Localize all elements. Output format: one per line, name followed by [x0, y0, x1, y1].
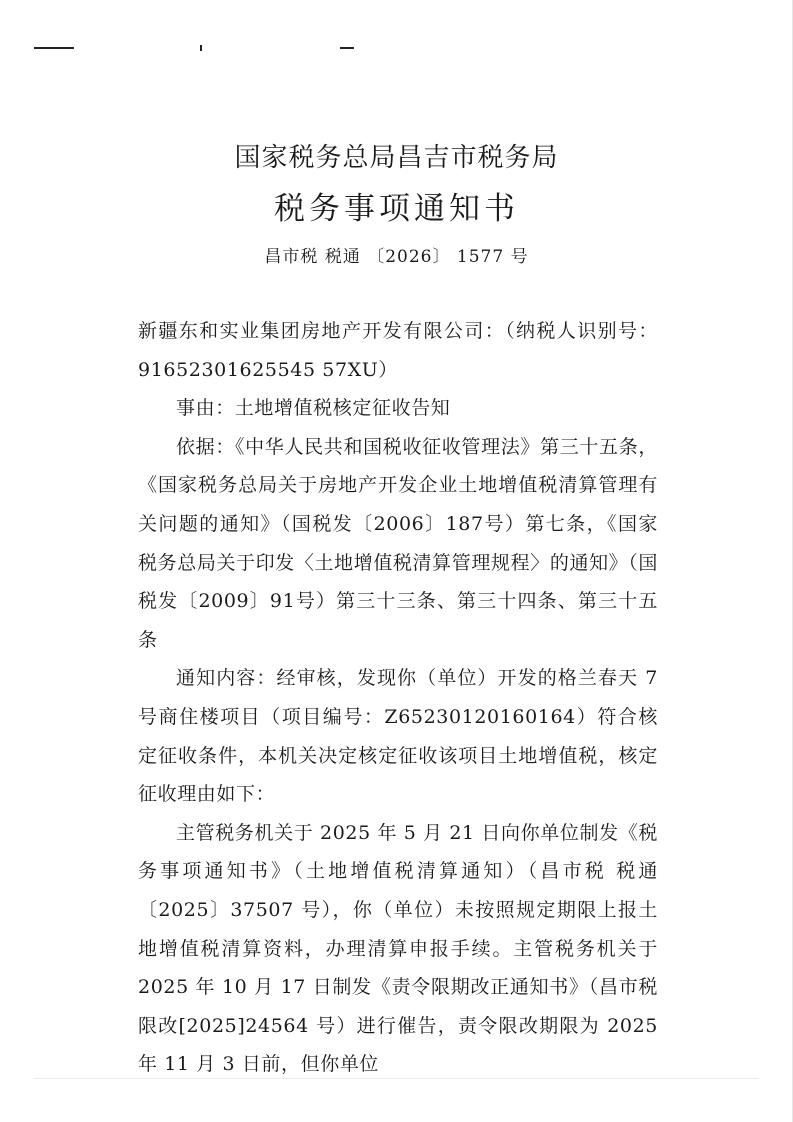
document-body — [138, 312, 658, 1084]
document-header — [0, 138, 793, 272]
document-title: 税务事项通知书 — [274, 191, 519, 227]
scan-artifact — [340, 47, 354, 49]
document-number: 昌市税 税通 〔2026〕 1577 号 — [264, 247, 529, 267]
subject-paragraph: 事由：土地增值税核定征收告知 — [176, 397, 451, 420]
notice-paragraph: 通知内容：经审核，发现你（单位）开发的格兰春天 7 号商住楼项目（项目编号：Z65230120160164）符合核定征收条件，本机关决定核定征收该项目土地增值税，核定征收理由如下： — [138, 667, 658, 806]
reason-paragraph: 主管税务机关于 2025 年 5 月 21 日向你单位制发《税务事项通知书》（土地增值税清算通知）（昌市税 税通〔2025〕37507 号），你（单位）未按照规定期限上报土地增值税清算资料，办理清算申报手续。主管税务机关于 2025 年 10 月 17 日制发《责令限期改正通知书》（昌市税限改[2025]24564 号）进行催告，责令限改期限为 2025 年 11 月 3 日前，但你单位 — [138, 821, 658, 1076]
basis-paragraph: 依据：《中华人民共和国税收征收管理法》第三十五条，《国家税务总局关于房地产开发企业土地增值税清算管理有关问题的通知》（国税发〔2006〕187号）第七条，《国家税务总局关于印发〈土地增值税清算管理规程〉的通知》（国税发〔2009〕91号）第三十三条、第三十四条、第三十五条 — [138, 435, 658, 651]
page-bottom-divider — [34, 1078, 759, 1079]
recipient-paragraph: 新疆东和实业集团房地产开发有限公司：（纳税人识别号：91652301625545 57XU） — [138, 320, 658, 381]
scan-artifact — [34, 47, 74, 49]
scan-artifact — [200, 45, 202, 51]
agency-name: 国家税务总局昌吉市税务局 — [234, 143, 559, 173]
